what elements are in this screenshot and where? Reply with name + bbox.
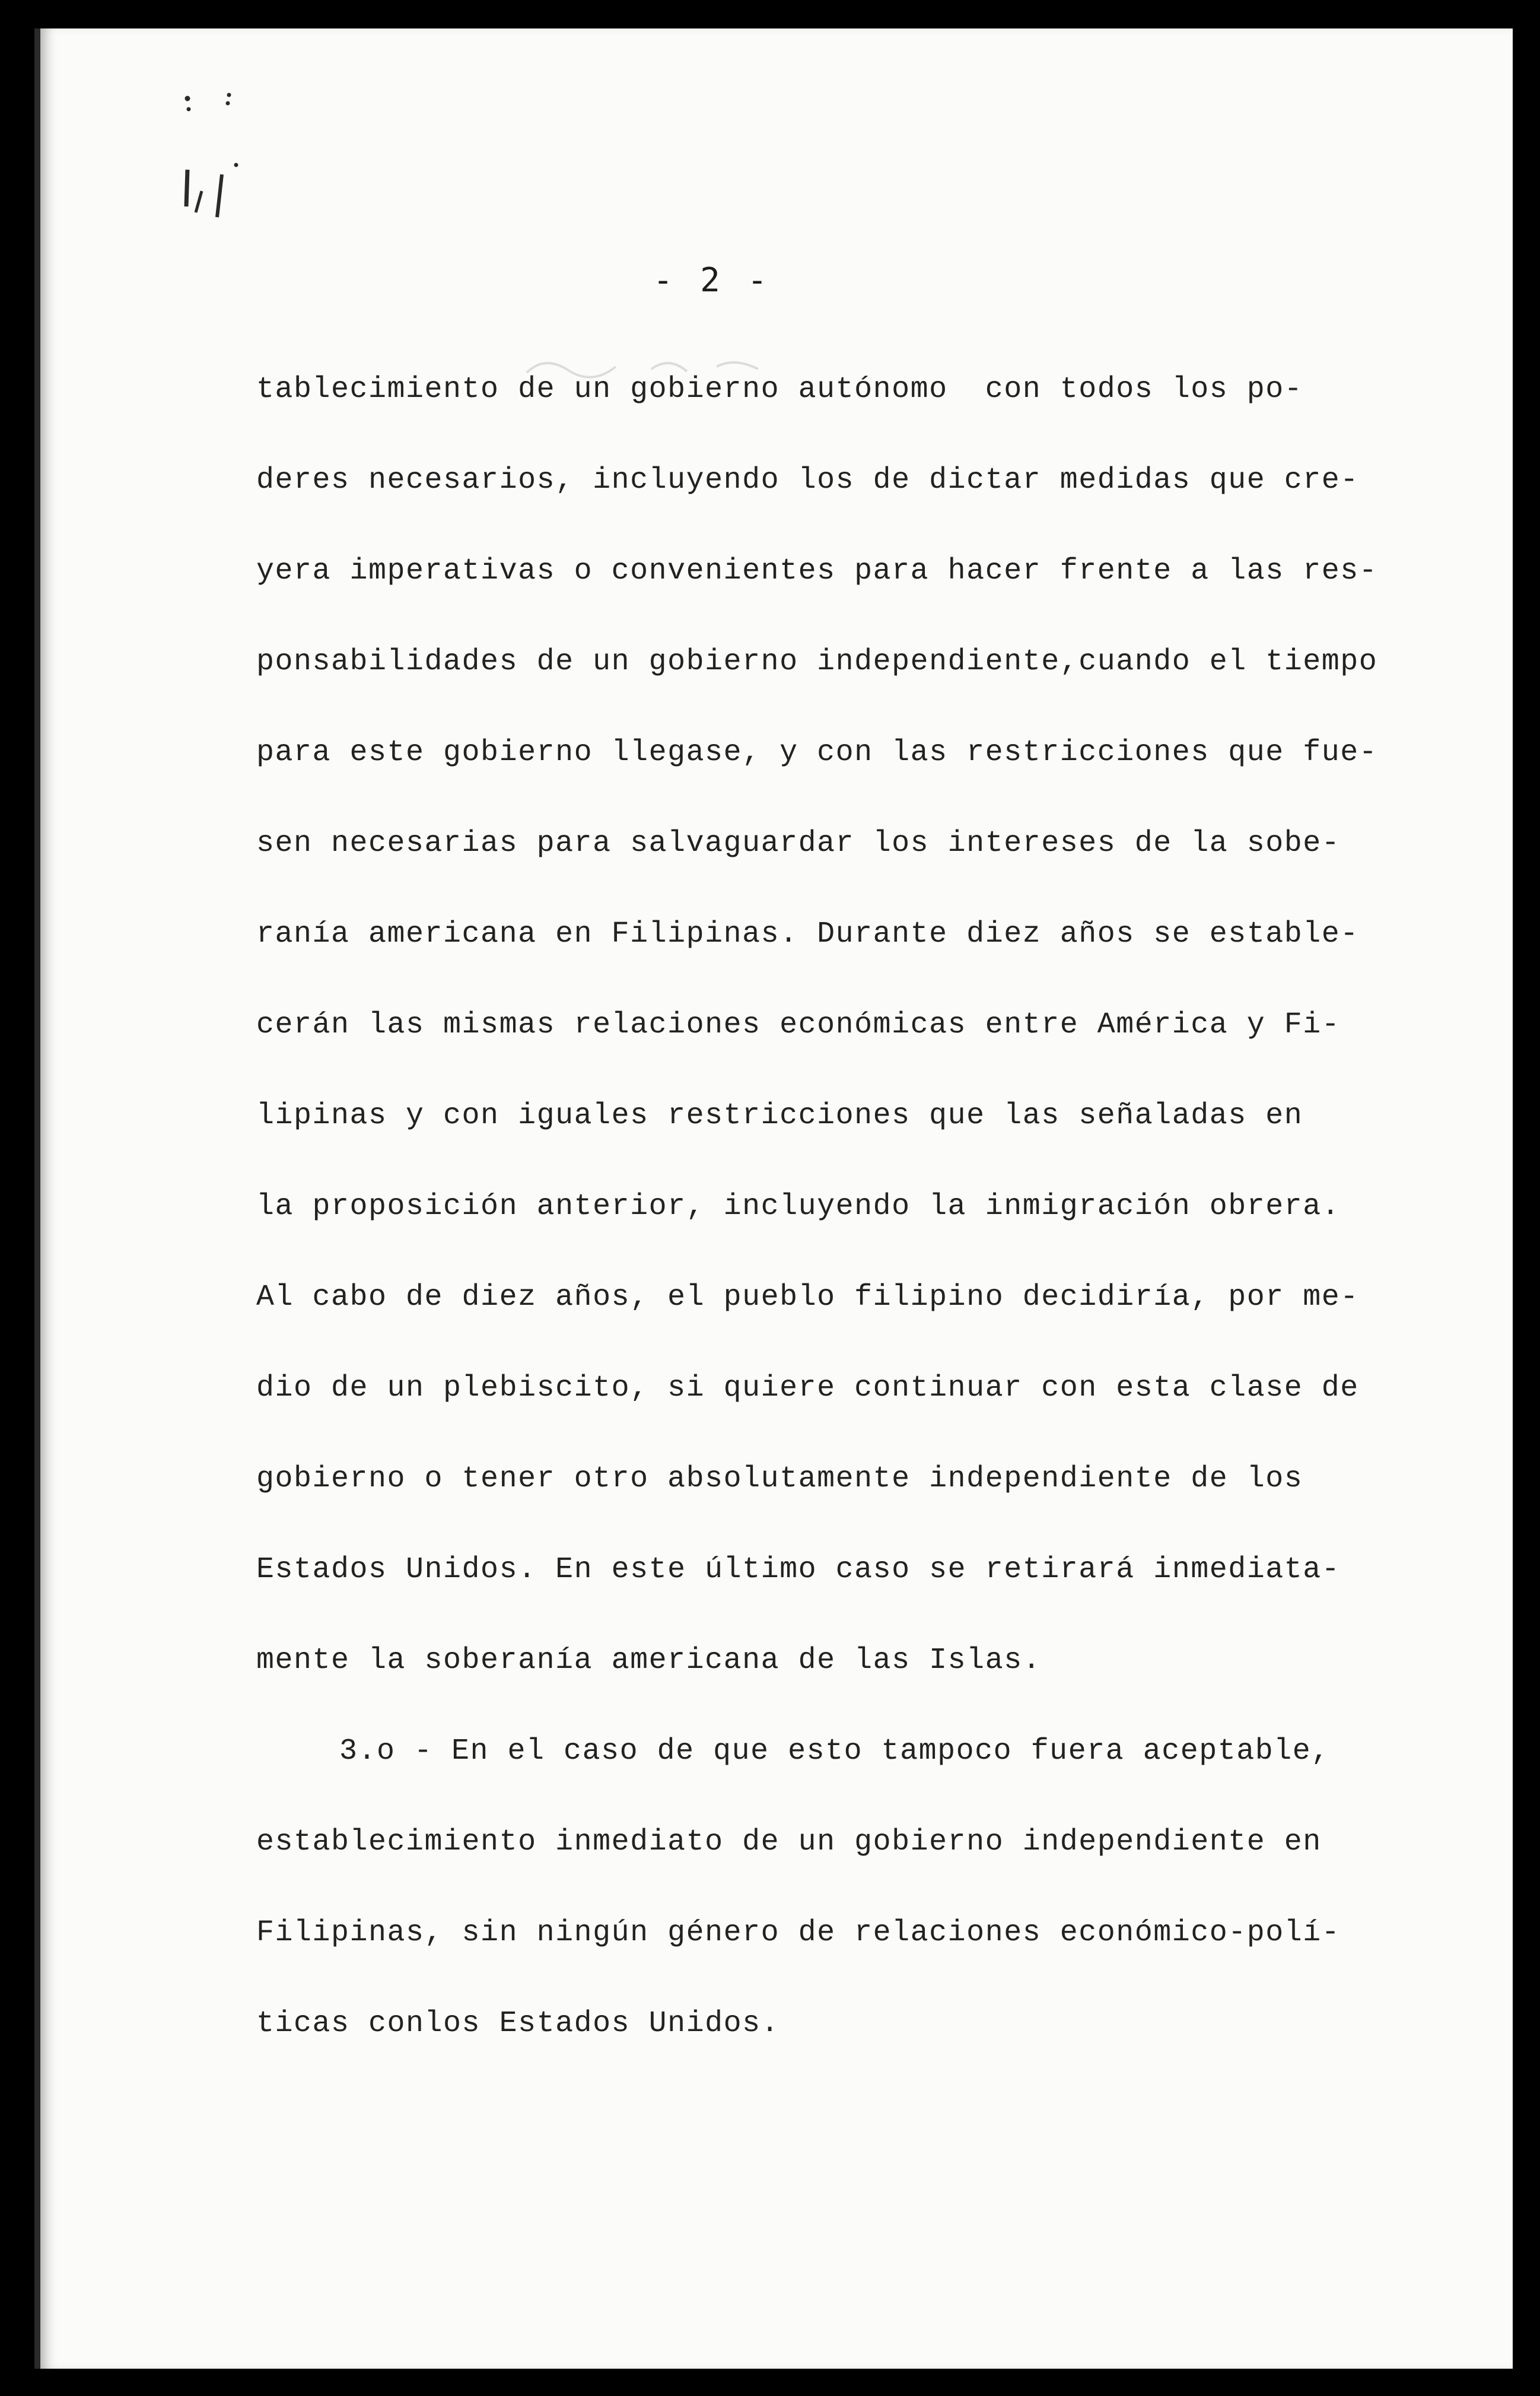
text-line: para este gobierno llegase, y con las restricciones que fue- [256,736,1378,770]
margin-marks [159,64,301,254]
paragraph-start-line: 3.o - En el caso de que esto tampoco fuera aceptable, [339,1734,1330,1768]
text-line: establecimiento inmediato de un gobierno independiente en [256,1825,1322,1859]
text-line: ticas conlos Estados Unidos. [256,2007,780,2041]
text-line: deres necesarios, incluyendo los de dictar medidas que cre- [256,463,1359,497]
text-line: mente la soberanía americana de las Islas. [256,1644,1042,1677]
text-line: dio de un plebiscito, si quiere continuar con esta clase de [256,1371,1359,1405]
page-number: - 2 - [653,261,771,300]
document-body [256,344,1395,2069]
text-line: cerán las mismas relaciones económicas entre América y Fi- [256,1008,1341,1042]
text-line: la proposición anterior, incluyendo la inmigración obrera. [256,1190,1341,1224]
text-line: yera imperativas o convenientes para hacer frente a las res- [256,554,1378,588]
text-line: Estados Unidos. En este último caso se retirará inmediata- [256,1553,1341,1587]
text-line: sen necesarias para salvaguardar los intereses de la sobe- [256,827,1341,860]
text-line: Filipinas, sin ningún género de relaciones económico-polí- [256,1916,1341,1950]
text-line: ranía americana en Filipinas. Durante diez años se estable- [256,917,1359,951]
text-line: tablecimiento de un gobierno autónomo con todos los po- [256,373,1303,406]
text-line: ponsabilidades de un gobierno independiente,cuando el tiempo [256,645,1378,679]
text-line: Al cabo de diez años, el pueblo filipino decidiría, por me- [256,1280,1359,1314]
text-line: lipinas y con iguales restricciones que las señaladas en [256,1099,1303,1133]
text-line: gobierno o tener otro absolutamente independiente de los [256,1462,1303,1496]
